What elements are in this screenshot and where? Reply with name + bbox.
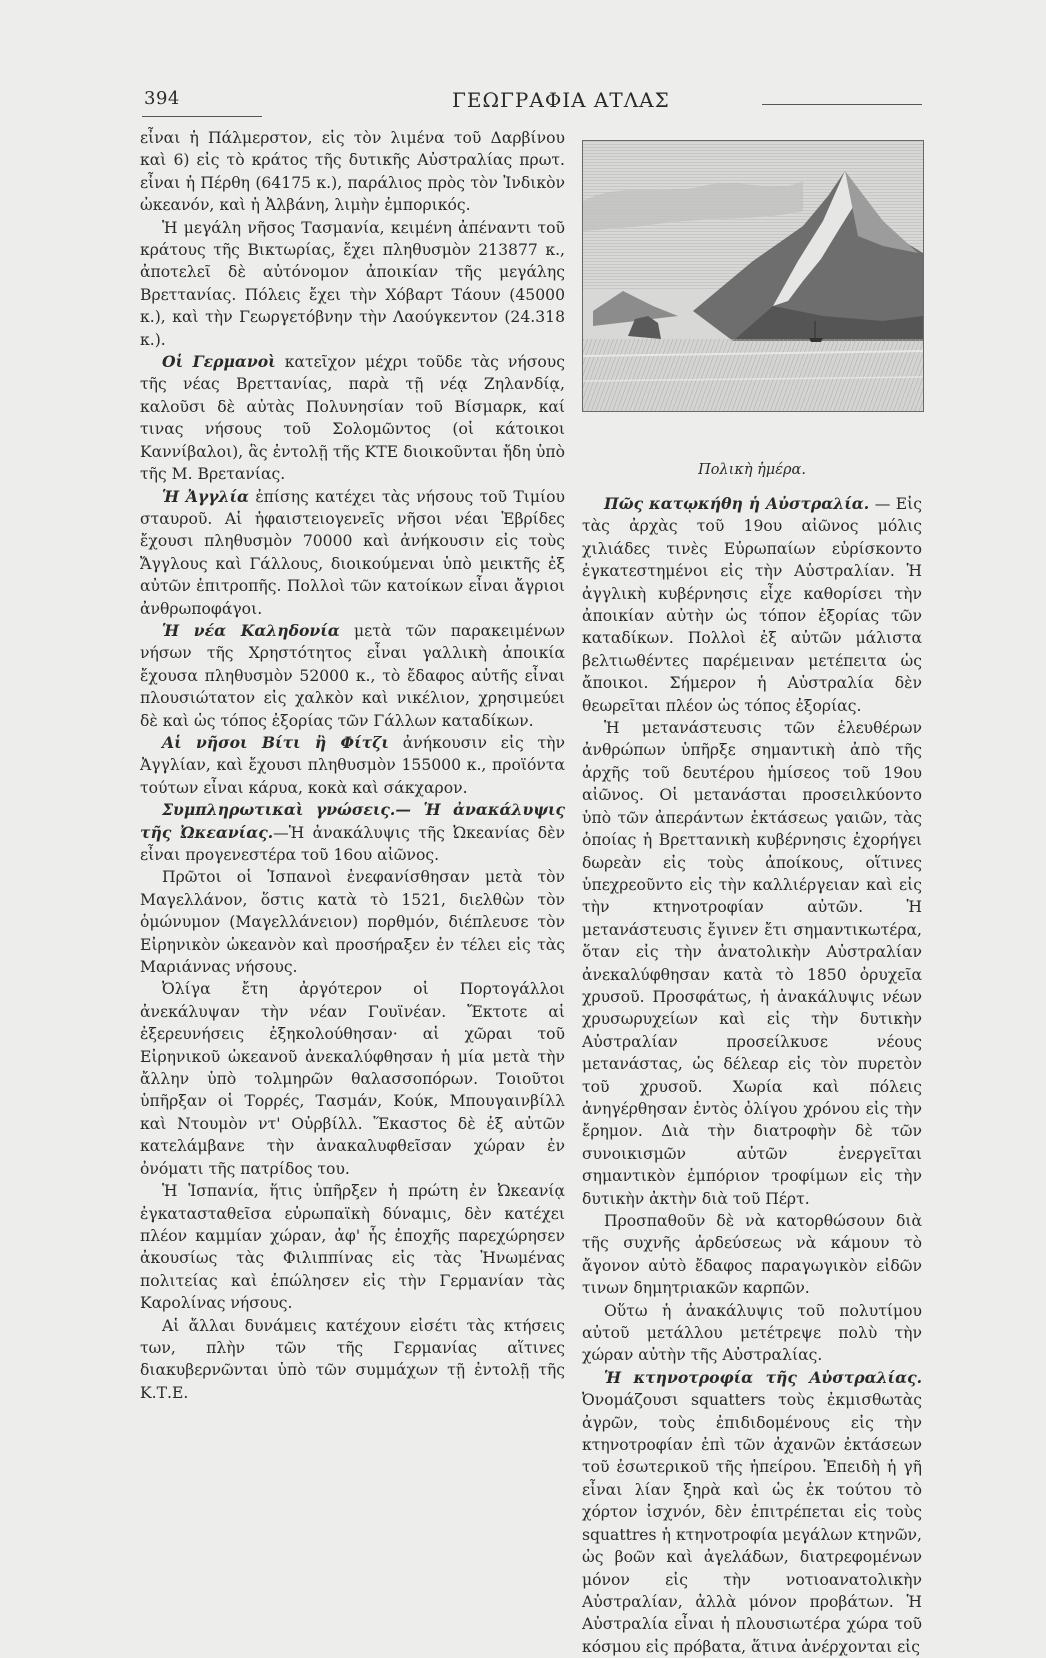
paragraph: Ἡ μετανάστευσις τῶν ἐλευθέρων ἀνθρώπων ὑπῆρξε σημαντικὴ ἀπὸ τῆς ἀρχῆς τοῦ δευτέρου ἡμίσεος τοῦ 19ου αἰῶνος. Οἱ μετανάσται προσειλκύοντο ὑπὸ τῶν ἀπεράντων ἐκτάσεως γαιῶν, τὰς ὁποίας ἡ Βρεττανικὴ κυβέρνησις ἐχορήγει δωρεὰν εἰς τοὺς ἀποίκους, οἵτινες ὑπεχρεοῦντο εἰς τὴν καλλιέργειαν καὶ εἰς τὴν κτηνοτροφίαν αὐτῶν. Ἡ μετανάστευσις ἔγινεν ἔτι σημαντικωτέρα, ὅταν εἰς τὴν ἀνατολικὴν Αὐστραλίαν ἀνεκαλύφθησαν κατὰ τὸ 1850 ὀρυχεῖα χρυσοῦ. Προσφάτως, ἡ ἀνακάλυψις νέων χρυσωρυχείων καὶ εἰς τὴν δυτικὴν Αὐστραλίαν προσείλκυσε νέους μετανάστας, ὡς δέλεαρ εἰς τὸν πυρετὸν τοῦ χρυσοῦ. Χωρία καὶ πόλεις ἀνηγέρθησαν ἐντὸς ὀλίγου χρόνου εἰς τὴν ἔρημον. Διὰ τὴν διατροφὴν δὲ τῶν συνοικισμῶν αὐτῶν ἐνεργεῖται σημαντικὸν ἐμπόριον τροφίμων εἰς τὴν δυτικὴν ἀκτὴν διὰ τοῦ Πέρτ.	[582, 719, 922, 1208]
paragraph	[140, 351, 565, 485]
paragraph: Προσπαθοῦν δὲ νὰ κατορθώσουν διὰ τῆς συχνῆς ἀρδεύσεως νὰ κάμουν τὸ ἄγονον αὐτὸ ἔδαφος παραγωγικὸν εἰδῶν τινων δημητριακῶν καρπῶν.	[582, 1212, 922, 1298]
page-header	[112, 84, 912, 116]
header-rule-left	[142, 116, 262, 117]
paragraph-lead: Ἡ κτηνοτροφία τῆς Αὐστραλίας.	[604, 1367, 922, 1387]
right-column	[582, 493, 922, 1658]
header-rule-right	[762, 104, 922, 105]
paragraph: Ἡ Ἱσπανία, ἥτις ὑπῆρξεν ἡ πρώτη ἐν Ὠκεανίᾳ ἐγκατασταθεῖσα εὐρωπαϊκὴ δύναμις, δὲν κατέχει πλέον καμμίαν χώραν, ἀφ' ἧς ἐποχῆς παρεχώρησεν ἀκουσίως τὰς Φιλιππίνας εἰς τὰς Ἡνωμένας πολιτείας καὶ ἐπώλησεν εἰς τὴν Γερμανίαν τὰς Καρολίνας νήσους.	[140, 1182, 565, 1313]
paragraph-lead: Οἱ Γερμανοὶ	[162, 352, 276, 372]
paragraph	[140, 486, 565, 620]
paragraph-body: μετὰ τῶν παρακειμένων νήσων τῆς Χρηστότητος εἶναι γαλλικὴ ἀποικία ἔχουσα πληθυσμὸν 52000 κ., τὸ ἔδαφος αὐτῆς εἶναι πλουσιώτατον εἰς χαλκὸν καὶ νικέλιον, χρησιμεύει δὲ καὶ ὡς τόπος ἐξορίας τῶν Γάλλων καταδίκων.	[140, 621, 565, 730]
page-number: 394	[144, 88, 180, 109]
paragraph: Ἡ μεγάλη νῆσος Τασμανία, κειμένη ἀπέναντι τοῦ κράτους τῆς Βικτωρίας, ἔχει πληθυσμὸν 213877 κ., ἀποτελεῖ δὲ αὐτόνομον ἀποικίαν τῆς μεγάλης Βρεττανίας. Πόλεις ἔχει τὴν Χόβαρτ Τάουν (45000 κ.), καὶ τὴν Γεωργετόβνην τὴν Λαούγκεντον (24.318 κ.).	[140, 218, 565, 349]
paragraph-lead: Πῶς κατῳκήθη ἡ Αὐστραλία.	[604, 494, 870, 513]
paragraph	[140, 732, 565, 799]
paragraph-lead: Ἡ Ἀγγλία	[162, 486, 250, 506]
paragraph	[140, 620, 565, 732]
paragraph: εἶναι ἡ Πάλμερστον, εἰς τὸν λιμένα τοῦ Δαρβίνου καὶ 6) εἰς τὸ κράτος τῆς δυτικῆς Αὐστραλίας πρωτ. εἶναι ἡ Πέρθη (64175 κ.), παράλιος πρὸς τὸν Ἰνδικὸν ὠκεανόν, καὶ ἡ Ἀλβάνη, λιμὴν ἐμπορικός.	[140, 129, 565, 215]
paragraph: Οὕτω ἡ ἀνακάλυψις τοῦ πολυτίμου αὐτοῦ μετάλλου μετέτρεψε πολὺ τὴν χώραν αὐτὴν τῆς Αὐστραλίας.	[582, 1301, 922, 1365]
paragraph-body: —Ἡ ἀνακάλυψις τῆς Ὠκεανίας δὲν εἶναι προγενεστέρα τοῦ 16ου αἰῶνος.	[140, 823, 565, 864]
section-heading: Συμπληρωτικαὶ γνώσεις.— Ἡ ἀνακάλυψις τῆς Ὠκεανίας.	[140, 800, 565, 842]
figure-caption: Πολικὴ ἡμέρα.	[698, 462, 806, 478]
paragraph-lead: Ἡ νέα Καληδονία	[162, 620, 340, 640]
paragraph: Πρῶτοι οἱ Ἱσπανοὶ ἐνεφανίσθησαν μετὰ τὸν Μαγελλάνον, ὅστις κατὰ τὸ 1521, διελθὼν τὸν ὁμώνυμον (Μαγελλάνειον) πορθμόν, διέπλευσε τὸν Εἰρηνικὸν ὠκεανὸν καὶ προσήραξεν ἐν τέλει εἰς τὰς Μαριάννας νήσους.	[140, 868, 565, 977]
paragraph-body: — Εἰς τὰς ἀρχὰς τοῦ 19ου αἰῶνος μόλις χιλιάδες τινὲς Εὐρωπαίων εὑρίσκοντο ἐγκατεστημένοι εἰς τὴν Αὐστραλίαν. Ἡ ἀγγλικὴ κυβέρνησις εἶχε καθορίσει τὴν ἀποικίαν αὐτὴν ὡς τόπον ἐξορίας τῶν καταδίκων. Πολλοὶ ἐξ αὐτῶν μάλιστα βελτιωθέντες παρέμειναν μετέπειτα ὡς ἄποικοι. Σήμερον ἡ Αὐστραλία δὲν θεωρεῖται πλέον ὡς τόπος ἐξορίας.	[582, 495, 922, 715]
paragraph: Αἱ ἄλλαι δυνάμεις κατέχουν εἰσέτι τὰς κτήσεις των, πλὴν τῶν τῆς Γερμανίας αἵτινες διακυβερνῶνται ὑπὸ τῶν συμμάχων τῇ ἐντολῇ τῆς Κ.Τ.Ε.	[140, 1316, 565, 1402]
paragraph: Ὀλίγα ἔτη ἀργότερον οἱ Πορτογάλλοι ἀνεκάλυψαν τὴν νέαν Γουϊνέαν. Ἔκτοτε αἱ ἐξερευνήσεις ἐξηκολούθησαν· αἱ χῶραι τοῦ Εἰρηνικοῦ ὠκεανοῦ ἀνεκαλύφθησαν ἡ μία μετὰ τὴν ἄλλην ὑπὸ τολμηρῶν θαλασσοπόρων. Τοιοῦτοι ὑπῆρξαν οἱ Τορρές, Τασμάν, Κούκ, Μπουγαινβίλλ καὶ Ντουμὸν ντ' Οὐρβίλλ. Ἕκαστος δὲ ἐξ αὐτῶν κατελάμβανε τὴν ἀνακαλυφθεῖσαν χώραν ἐν ὀνόματι τῆς πατρίδος του.	[140, 980, 565, 1178]
paragraph-body: ἀνήκουσιν εἰς τὴν Ἀγγλίαν, καὶ ἔχουσι πληθυσμὸν 155000 κ., προϊόντα τούτων εἶναι κάρυα, κοκὰ καὶ σάκχαρον.	[140, 733, 566, 797]
engraving-illustration	[583, 141, 923, 411]
left-column	[140, 127, 565, 1404]
paragraph	[582, 493, 922, 717]
running-title: ΓΕΩΓΡΑΦΙΑ ΑΤΛΑΣ	[452, 88, 670, 112]
paragraph	[140, 799, 565, 866]
paragraph-lead: Αἱ νῆσοι Βίτι ἢ Φίτζι	[162, 732, 389, 752]
paragraph-body: κατεῖχον μέχρι τοῦδε τὰς νήσους τῆς νέας Βρεττανίας, παρὰ τῇ νέᾳ Ζηλανδίᾳ, καλοῦσι δὲ αὐτὰς Πολυνησίαν τοῦ Βίσμαρκ, καί τινας νήσους τοῦ Σολομῶντος (οἱ κάτοικοι Καννίβαλοι), ἃς ἐντολῇ τῆς ΚΤΕ διοικοῦνται ἤδη ὑπὸ τῆς Μ. Βρετανίας.	[140, 353, 565, 484]
paragraph-body: ἐπίσης κατέχει τὰς νήσους τοῦ Τιμίου σταυροῦ. Αἱ ἡφαιστειογενεῖς νῆσοι νέαι Ἑβρίδες ἔχουσι πληθυσμὸν 70000 καὶ ἀνήκουσιν εἰς τοὺς Ἄγγλους καὶ Γάλλους, διοικούμεναι ὑπὸ μεικτῆς ἐξ αὐτῶν ἐπιτροπῆς. Πολλοὶ τῶν κατοίκων εἶναι ἄγριοι ἀνθρωποφάγοι.	[140, 487, 565, 618]
engraving-polar-day	[582, 140, 924, 412]
paragraph-body: Ὀνομάζουσι squatters τοὺς ἐκμισθωτὰς ἀγρῶν, τοὺς ἐπιδιδομένους εἰς τὴν κτηνοτροφίαν ἐπὶ τῶν ἀχανῶν ἐκτάσεων τοῦ ἐσωτερικοῦ τῆς ἠπείρου. Ἐπειδὴ ἡ γῆ εἶναι λίαν ξηρὰ καὶ ὡς ἐκ τούτου τὸ χόρτον ἰσχνόν, δὲν ἐπιτρέπεται εἰς τοὺς squattres ἡ κτηνοτροφία μεγάλων κτηνῶν, ὡς βοῶν καὶ ἀγελάδων, διατρεφομένων μόνον εἰς τὴν νοτιοανατολικὴν Αὐστραλίαν, ἀλλὰ μόνον προβάτων. Ἡ Αὐστραλία εἶναι ἡ πλουσιωτέρα χώρα τοῦ κόσμου εἰς πρόβατα, ἅτινα ἀνέρχονται εἰς	[582, 1391, 922, 1656]
paragraph	[582, 1367, 922, 1658]
